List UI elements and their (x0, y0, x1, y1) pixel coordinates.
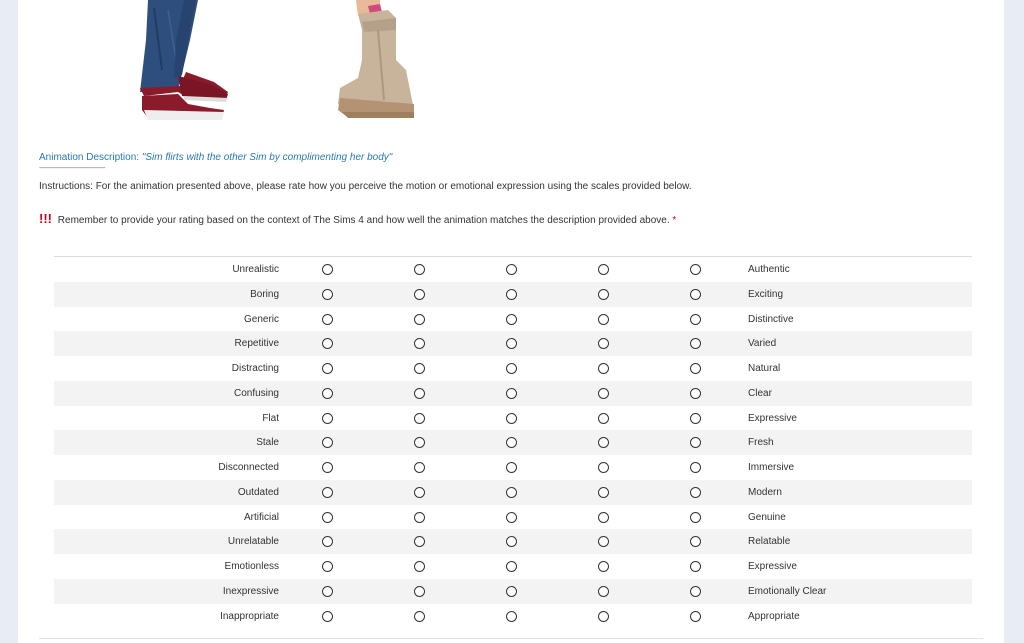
rating-radio-5[interactable] (690, 363, 701, 374)
rating-radio-3[interactable] (506, 388, 517, 399)
rating-radio-4[interactable] (598, 586, 609, 597)
rating-row (54, 455, 972, 480)
rating-radio-1[interactable] (322, 289, 333, 300)
rating-radio-2[interactable] (414, 462, 425, 473)
right-anchor-label: Distinctive (748, 313, 794, 325)
rating-radio-5[interactable] (690, 487, 701, 498)
left-anchor-label: Emotionless (224, 561, 279, 572)
rating-radio-1[interactable] (322, 363, 333, 374)
rating-radio-4[interactable] (598, 264, 609, 275)
rating-radio-1[interactable] (322, 512, 333, 523)
left-anchor-label: Distracting (231, 363, 279, 374)
rating-radio-3[interactable] (506, 413, 517, 424)
rating-radio-4[interactable] (598, 314, 609, 325)
rating-radio-4[interactable] (598, 512, 609, 523)
right-anchor-label: Natural (748, 363, 781, 374)
rating-radio-1[interactable] (322, 536, 333, 547)
right-anchor-label: Exciting (748, 288, 784, 300)
rating-radio-3[interactable] (506, 338, 517, 349)
rating-radio-4[interactable] (598, 462, 609, 473)
rating-radio-3[interactable] (506, 561, 517, 572)
warning-marks: !!! (39, 211, 52, 226)
right-anchor-label: Genuine (748, 511, 786, 523)
divider (39, 638, 983, 639)
rating-radio-2[interactable] (414, 611, 425, 622)
description-text: "Sim flirts with the other Sim by complimenting her body" (141, 152, 393, 163)
rating-radio-2[interactable] (414, 338, 425, 349)
right-anchor-label: Modern (748, 486, 782, 498)
rating-radio-2[interactable] (414, 363, 425, 374)
rating-radio-2[interactable] (414, 388, 425, 399)
left-anchor-label: Outdated (237, 486, 279, 498)
right-anchor-label: Emotionally Clear (748, 585, 827, 597)
rating-radio-2[interactable] (414, 264, 425, 275)
rating-radio-5[interactable] (690, 611, 701, 622)
left-anchor-label: Stale (256, 437, 279, 449)
left-anchor-label: Inappropriate (220, 610, 279, 622)
rating-radio-4[interactable] (598, 413, 609, 424)
left-anchor-label: Generic (243, 313, 279, 325)
rating-radio-1[interactable] (322, 413, 333, 424)
rating-row (54, 554, 972, 579)
left-anchor-label: Unrelatable (227, 536, 279, 548)
rating-radio-2[interactable] (414, 437, 425, 448)
rating-radio-5[interactable] (690, 512, 701, 523)
rating-radio-3[interactable] (506, 512, 517, 523)
rating-row (54, 257, 972, 282)
rating-radio-3[interactable] (506, 611, 517, 622)
rating-row (54, 529, 972, 554)
rating-radio-3[interactable] (506, 264, 517, 275)
rating-radio-3[interactable] (506, 536, 517, 547)
right-anchor-label: Appropriate (748, 610, 800, 622)
rating-radio-4[interactable] (598, 611, 609, 622)
rating-radio-5[interactable] (690, 462, 701, 473)
rating-radio-1[interactable] (322, 487, 333, 498)
rating-radio-5[interactable] (690, 437, 701, 448)
right-anchor-label: Immersive (748, 462, 795, 473)
rating-radio-5[interactable] (690, 264, 701, 275)
survey-page (18, 0, 1004, 643)
rating-radio-1[interactable] (322, 586, 333, 597)
rating-radio-5[interactable] (690, 289, 701, 300)
rating-radio-4[interactable] (598, 536, 609, 547)
rating-radio-5[interactable] (690, 413, 701, 424)
left-anchor-label: Unrealistic (232, 264, 279, 275)
rating-radio-5[interactable] (690, 388, 701, 399)
rating-row (54, 505, 972, 530)
rating-radio-5[interactable] (690, 338, 701, 349)
rating-row (54, 579, 972, 604)
right-anchor-label: Relatable (748, 536, 791, 548)
reminder-body: Remember to provide your rating based on the context of The Sims 4 and how well the animation matches the description provided above. (57, 215, 670, 226)
required-asterisk: * (672, 215, 677, 226)
rating-row (54, 356, 972, 381)
rating-radio-2[interactable] (414, 413, 425, 424)
rating-radio-1[interactable] (322, 611, 333, 622)
rating-radio-3[interactable] (506, 462, 517, 473)
right-anchor-label: Fresh (748, 437, 774, 449)
rating-radio-1[interactable] (322, 561, 333, 572)
rating-radio-3[interactable] (506, 314, 517, 325)
separator-line: ------------------------------------ (39, 165, 105, 172)
rating-radio-4[interactable] (598, 388, 609, 399)
rating-radio-2[interactable] (414, 586, 425, 597)
right-anchor-label: Clear (748, 387, 772, 399)
instructions-text: Instructions: For the animation presented above, please rate how you perceive the motion or emotional expression using the scales provided below. (39, 181, 692, 192)
left-anchor-label: Disconnected (218, 462, 279, 473)
rating-row (54, 331, 972, 356)
rating-row (54, 604, 972, 629)
rating-radio-5[interactable] (690, 314, 701, 325)
rating-radio-2[interactable] (414, 487, 425, 498)
right-anchor-label: Authentic (748, 264, 790, 275)
rating-radio-4[interactable] (598, 561, 609, 572)
left-anchor-label: Inexpressive (222, 585, 279, 597)
right-anchor-label: Varied (748, 338, 777, 350)
rating-radio-2[interactable] (414, 314, 425, 325)
rating-radio-1[interactable] (322, 388, 333, 399)
rating-radio-5[interactable] (690, 536, 701, 547)
rating-radio-2[interactable] (414, 561, 425, 572)
rating-radio-5[interactable] (690, 561, 701, 572)
right-anchor-label: Expressive (748, 561, 797, 572)
rating-radio-3[interactable] (506, 586, 517, 597)
description-label: Animation Description: (39, 152, 140, 163)
left-anchor-label: Boring (250, 288, 279, 300)
rating-radio-1[interactable] (322, 314, 333, 325)
left-anchor-label: Repetitive (234, 338, 279, 350)
left-anchor-label: Artificial (243, 511, 279, 523)
rating-radio-4[interactable] (598, 487, 609, 498)
rating-row (54, 430, 972, 455)
right-anchor-label: Expressive (748, 412, 797, 424)
left-anchor-label: Flat (262, 412, 279, 424)
rating-row (54, 307, 972, 332)
rating-radio-4[interactable] (598, 289, 609, 300)
rating-row (54, 406, 972, 431)
rating-radio-3[interactable] (506, 289, 517, 300)
rating-radio-4[interactable] (598, 338, 609, 349)
rating-radio-2[interactable] (414, 512, 425, 523)
rating-radio-2[interactable] (414, 536, 425, 547)
rating-row (54, 480, 972, 505)
animation-description (39, 152, 392, 163)
rating-matrix (54, 256, 972, 628)
rating-radio-1[interactable] (322, 462, 333, 473)
animation-preview-image (118, 0, 438, 125)
rating-radio-5[interactable] (690, 586, 701, 597)
rating-radio-1[interactable] (322, 338, 333, 349)
rating-radio-4[interactable] (598, 437, 609, 448)
left-anchor-label: Confusing (233, 387, 279, 399)
rating-radio-3[interactable] (506, 487, 517, 498)
rating-radio-3[interactable] (506, 437, 517, 448)
reminder-text (39, 211, 676, 226)
rating-radio-1[interactable] (322, 264, 333, 275)
rating-radio-2[interactable] (414, 289, 425, 300)
rating-row (54, 381, 972, 406)
rating-radio-1[interactable] (322, 437, 333, 448)
rating-radio-4[interactable] (598, 363, 609, 374)
rating-radio-3[interactable] (506, 363, 517, 374)
rating-row (54, 282, 972, 307)
